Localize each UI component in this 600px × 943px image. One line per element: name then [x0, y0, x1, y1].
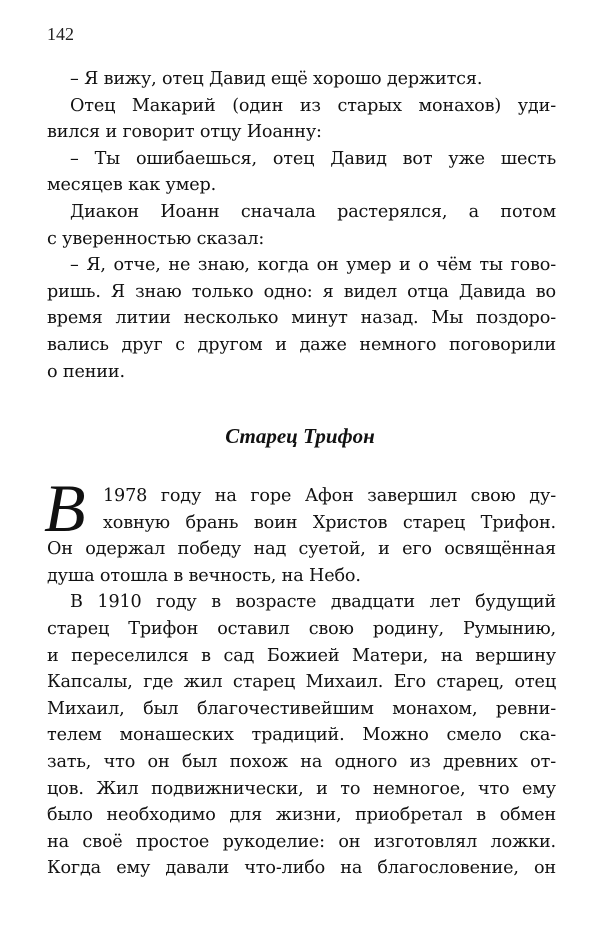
text-line: на своё простое рукоделие: он изготовлял ложки.	[47, 831, 556, 852]
text-line: цов. Жил подвижнически, и то немногое, что ему	[47, 778, 556, 799]
section-heading: Старец Трифон	[225, 424, 375, 448]
text-line: Когда ему давали что-либо на благословение, он	[47, 858, 556, 879]
text-line: месяцев как умер.	[47, 175, 217, 196]
page-number: 142	[47, 24, 74, 44]
text-line: Михаил, был благочестивейшим монахом, ревни-	[47, 698, 556, 719]
text-line: о пении.	[47, 361, 125, 382]
text-line: старец Трифон оставил свою родину, Румынию,	[47, 618, 556, 639]
text-line: Капсалы, где жил старец Михаил. Его старец, отец	[47, 672, 556, 693]
dialogue-block	[47, 66, 556, 385]
text-line: вился и говорит отцу Иоанну:	[47, 122, 322, 143]
text-line: ришь. Я знаю только одно: я видел отца Давида во	[47, 281, 556, 302]
text-line: 1978 году на горе Афон завершил свою ду-	[103, 486, 556, 506]
text-line: Диакон Иоанн сначала растерялся, а потом	[70, 201, 556, 222]
text-line: – Ты ошибаешься, отец Давид вот уже шесть	[70, 148, 556, 169]
text-line: В 1910 году в возрасте двадцати лет будущий	[70, 592, 556, 613]
section-body	[47, 483, 556, 882]
drop-cap: В	[44, 470, 86, 546]
text-line: было необходимо для жизни, приобретал в обмен	[47, 805, 556, 826]
text-line: – Я, отче, не знаю, когда он умер и о чём ты гово-	[70, 255, 556, 276]
text-line: душа отошла в вечность, на Небо.	[47, 565, 361, 586]
text-line: ховную брань воин Христов старец Трифон.	[103, 512, 556, 533]
text-line: Он одержал победу над суетой, и его освящённая	[47, 539, 556, 560]
text-line: Отец Макарий (один из старых монахов) уди-	[70, 95, 556, 116]
text-line: и переселился в сад Божией Матери, на вершину	[47, 645, 556, 666]
text-line: вались друг с другом и даже немного поговорили	[47, 334, 556, 355]
text-line: с уверенностью сказал:	[47, 228, 265, 249]
text-line: телем монашеских традиций. Можно смело ска-	[47, 725, 556, 746]
text-line: время литии несколько минут назад. Мы поздоро-	[47, 308, 556, 329]
text-line: – Я вижу, отец Давид ещё хорошо держится.	[70, 69, 483, 89]
text-line: зать, что он был похож на одного из древних от-	[47, 751, 556, 772]
